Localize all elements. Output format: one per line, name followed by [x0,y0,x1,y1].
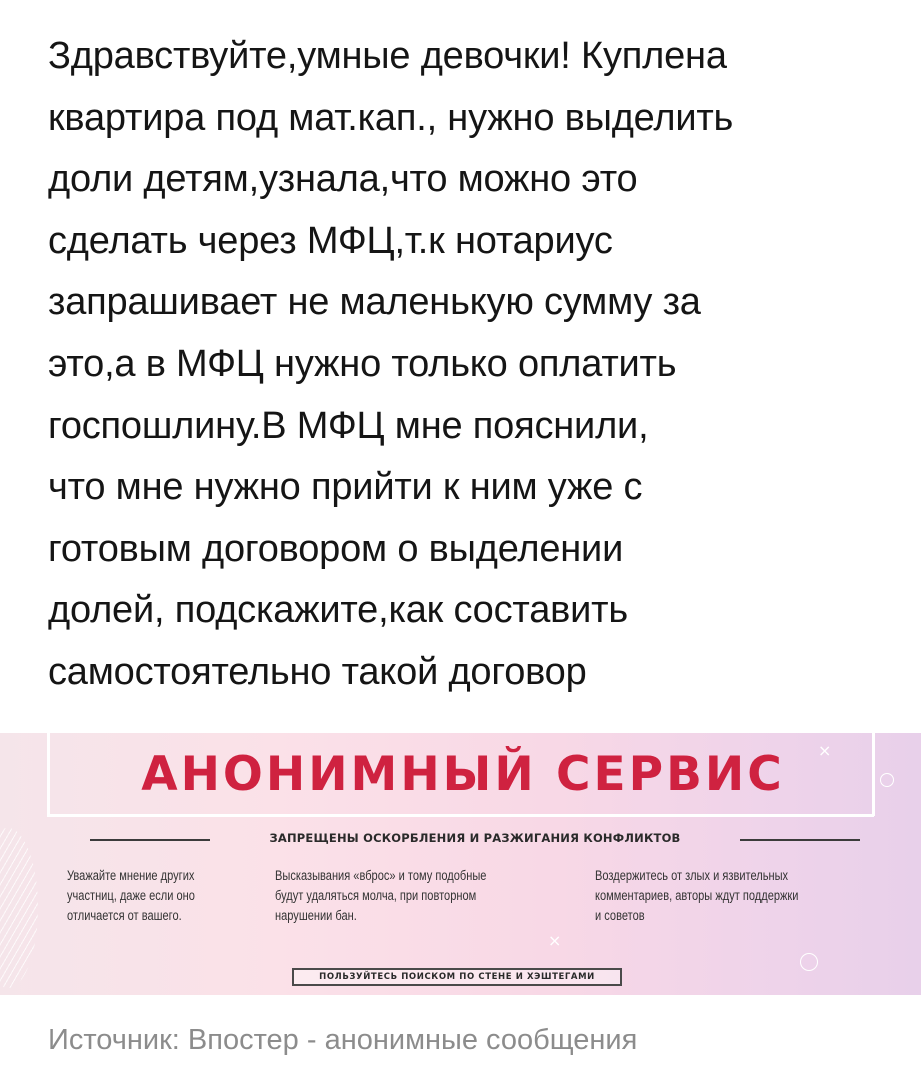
rule-text: нарушении бан. [275,908,357,923]
rule-text: комментариев, авторы ждут поддержки [595,888,799,903]
rule-text: Воздержитесь от злых и язвительных [595,868,789,883]
post-text-line: сделать через МФЦ,т.к нотариус [48,219,613,262]
cross-decoration: × [818,741,832,760]
rule-column [275,866,486,926]
banner-frame-bottom [47,814,874,817]
rule-column [67,866,195,926]
rule-text: участниц, даже если оно [67,888,195,903]
banner-title: АНОНИМНЫЙ СЕРВИС [141,747,785,802]
post-text-line: долей, подскажите,как составить [48,589,628,632]
post-text-line: квартира под мат.кап., нужно выделить [48,96,734,139]
post-text-line: готовым договором о выделении [48,527,624,570]
post-text-line: это,а в МФЦ нужно только оплатить [48,342,677,385]
banner-subtitle-row [40,828,880,848]
cross-decoration: × [548,931,562,950]
post-text-line: Здравствуйте,умные девочки! Куплена [48,35,727,77]
banner-frame-right [872,733,875,816]
post-text [48,26,898,704]
banner-subtitle: ЗАПРЕЩЕНЫ ОСКОРБЛЕНИЯ И РАЗЖИГАНИЯ КОНФЛИКТОВ [269,831,681,845]
post-text-line: госпошлину.В МФЦ мне пояснили, [48,404,649,447]
circle-decoration [800,953,818,971]
post-text-line: самостоятельно такой договор [48,650,587,693]
circle-decoration [880,773,894,787]
divider [90,839,210,841]
banner-frame-left [47,733,50,816]
hatch-decoration [0,828,38,988]
rule-text: Высказывания «вброс» и тому подобные [275,868,487,883]
post-text-line: доли детям,узнала,что можно это [48,158,638,201]
divider [740,839,860,841]
rule-text: будут удаляться молча, при повторном [275,888,477,903]
anonymous-service-banner [0,733,921,995]
post-text-line: запрашивает не маленькую сумму за [48,281,701,324]
rule-text: и советов [595,908,645,923]
rule-column [595,866,798,926]
post-text-line: что мне нужно прийти к ним уже с [48,466,643,509]
source-caption: Источник: Впостер - анонимные сообщения [48,1024,638,1056]
rule-text: Уважайте мнение других [67,868,195,883]
search-wall-button[interactable]: ПОЛЬЗУЙТЕСЬ ПОИСКОМ ПО СТЕНЕ И ХЭШТЕГАМИ [292,968,622,986]
rule-text: отличается от вашего. [67,908,182,923]
